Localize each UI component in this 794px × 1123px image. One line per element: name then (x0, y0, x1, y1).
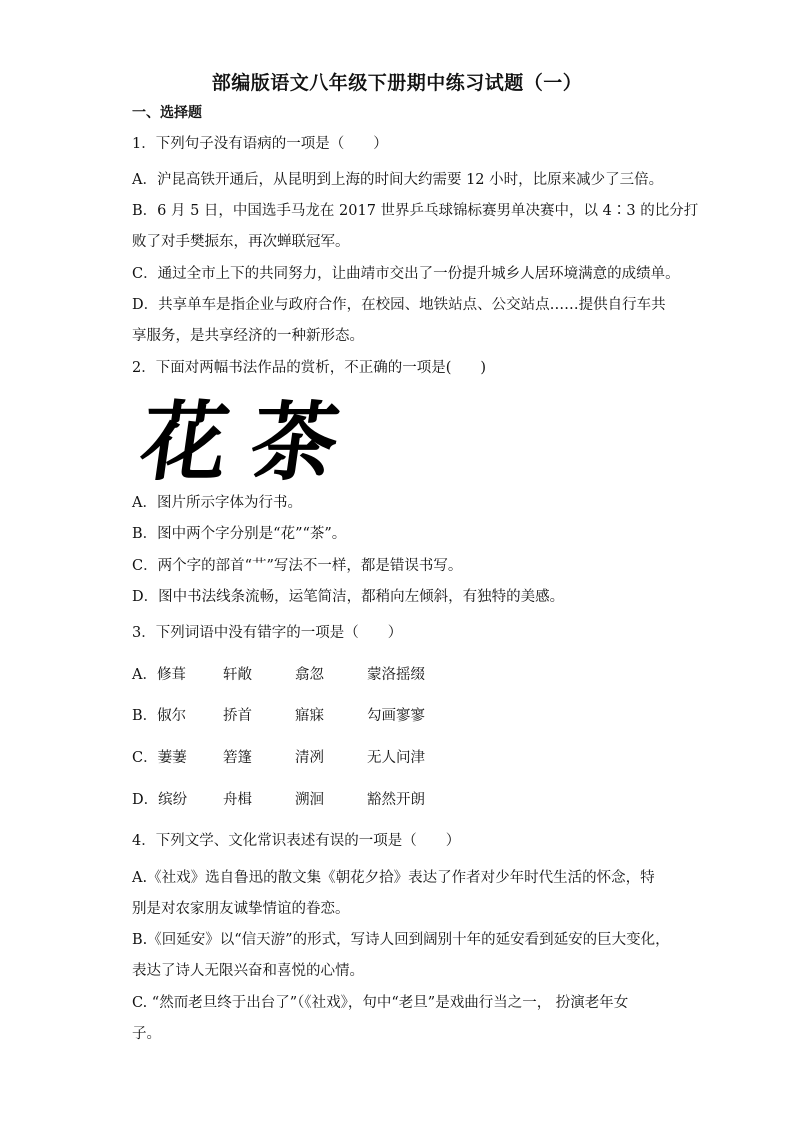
question-1-option-b-cont: 败了对手樊振东，再次蝉联冠军。 (132, 234, 350, 250)
question-2-stem: 2．下面对两幅书法作品的赏析，不正确的一项是( ) (132, 360, 487, 376)
question-2-option-a: A．图片所示字体为行书。 (132, 495, 302, 511)
question-4-option-c: C. “然而老旦终于出台了”（《社戏》，句中“老旦”是戏曲行当之一， 扮演老年女 (132, 995, 629, 1011)
q3-b-word-4: 勾画寥寥 (367, 708, 425, 724)
question-3-stem: 3．下列词语中没有错字的一项是（ ） (132, 625, 403, 641)
question-2-option-c: C．两个字的部首“艹”写法不一样，都是错误书写。 (132, 558, 463, 574)
page-title: 部编版语文八年级下册期中练习试题（一） (211, 72, 583, 94)
question-1-option-c: C．通过全市上下的共同努力，让曲靖市交出了一份提升城乡人居环境满意的成绩单。 (132, 266, 680, 282)
question-1-option-a: A．沪昆高铁开通后，从昆明到上海的时间大约需要 12 小时，比原来减少了三倍。 (132, 172, 664, 188)
calligraphy-char-cha: 茶 (244, 392, 345, 493)
question-4-option-b: B.《回延安》以“信天游”的形式，写诗人回到阔别十年的延安看到延安的巨大变化， (132, 932, 670, 948)
question-2-option-d: D．图中书法线条流畅，运笔简洁，都稍向左倾斜，有独特的美感。 (132, 589, 565, 605)
q3-c-word-2: 箬篷 (223, 750, 252, 766)
question-1-stem: 1．下列句子没有语病的一项是（ ） (132, 136, 388, 152)
question-2-option-b: B．图中两个字分别是“花”“茶”。 (132, 526, 347, 542)
q3-a-word-3: 翕忽 (295, 667, 324, 683)
question-4-stem: 4．下列文学、文化常识表述有误的一项是（ ） (132, 833, 461, 849)
q3-c-word-4: 无人问津 (367, 750, 425, 766)
q3-c-word-3: 清冽 (295, 750, 324, 766)
q3-b-word-3: 寤寐 (295, 708, 324, 724)
question-1-option-b: B．6 月 5 日，中国选手马龙在 2017 世界乒乓球锦标赛男单决赛中，以 4∶3 的比分打 (132, 203, 699, 219)
q3-b-word-1: B．俶尔 (132, 708, 187, 724)
q3-d-word-4: 豁然开朗 (367, 792, 425, 808)
q3-d-word-2: 舟楫 (223, 792, 252, 808)
q3-d-word-3: 溯洄 (295, 792, 324, 808)
question-4-option-a: A.《社戏》选自鲁迅的散文集《朝花夕拾》表达了作者对少年时代生活的怀念，特 (132, 870, 655, 886)
q3-a-word-1: A．修葺 (132, 667, 186, 683)
q3-c-word-1: C．萋萋 (132, 750, 187, 766)
question-4-option-c-cont: 子。 (132, 1026, 161, 1042)
q3-d-word-1: D．缤纷 (132, 792, 188, 808)
calligraphy-char-hua: 花 (134, 392, 235, 493)
section-heading: 一、选择题 (132, 105, 202, 121)
q3-a-word-2: 轩敞 (223, 667, 252, 683)
calligraphy-image (134, 384, 348, 493)
question-1-option-d-cont: 享服务，是共享经济的一种新形态。 (132, 328, 364, 344)
question-4-option-a-cont: 别是对农家朋友诚挚情谊的眷恋。 (132, 901, 350, 917)
q3-a-word-4: 蒙洛摇缀 (367, 667, 425, 683)
question-1-option-d: D．共享单车是指企业与政府合作，在校园、地铁站点、公交站点……提供自行车共 (132, 297, 666, 313)
question-4-option-b-cont: 表达了诗人无限兴奋和喜悦的心情。 (132, 963, 364, 979)
q3-b-word-2: 挢首 (223, 708, 252, 724)
